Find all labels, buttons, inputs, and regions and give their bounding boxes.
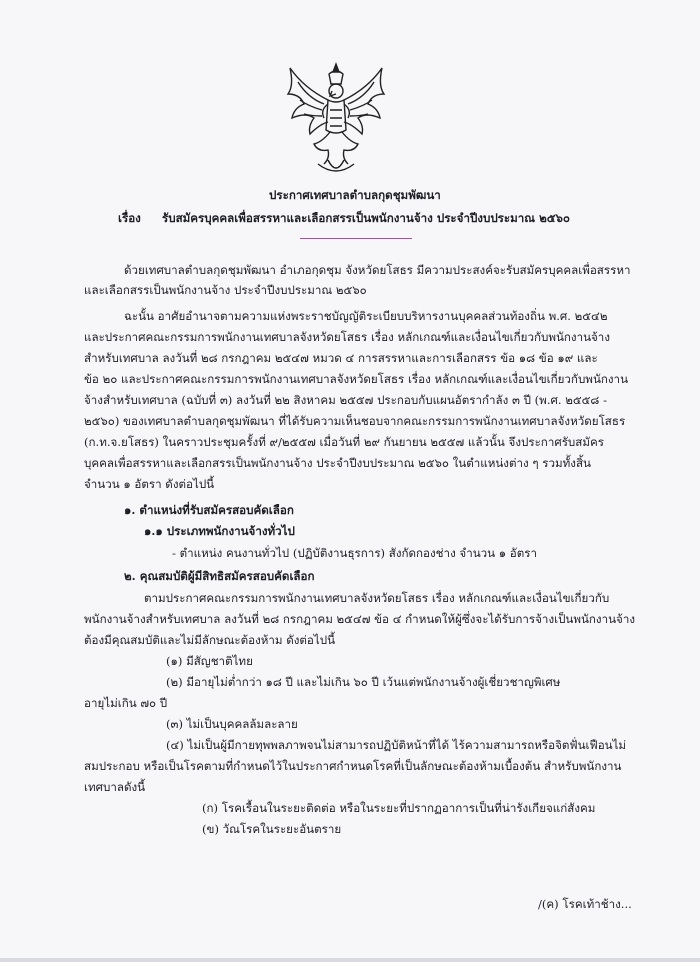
position-item: - ตำแหน่ง คนงานทั่วไป (ปฏิบัติงานธุรการ) สังกัดกองช่าง จำนวน ๑ อัตรา: [172, 546, 538, 560]
body-line-1: ฉะนั้น อาศัยอำนาจตามความแห่งพระราชบัญญัติระเบียบบริหารงานบุคคลส่วนท้องถิ่น พ.ศ. ๒๕๔๒: [124, 309, 608, 323]
body-line-3: สำหรับเทศบาล ลงวันที่ ๒๘ กรกฎาคม ๒๕๔๗ หมวด ๔ การสรรหาและการเลือกสรร ข้อ ๑๘ ข้อ ๑๙ และ: [84, 351, 598, 365]
continuation-note: /(ค) โรคเท้าช้าง...: [538, 897, 632, 911]
section-2-para-line-1: ตามประกาศคณะกรรมการพนักงานเทศบาลจังหวัดยโสธร เรื่อง หลักเกณฑ์และเงื่อนไขเกี่ยวกับ: [144, 591, 610, 605]
garuda-emblem-icon: [284, 60, 388, 178]
qualification-3: (๓) ไม่เป็นบุคคลล้มละลาย: [166, 717, 298, 731]
issuer-title: ประกาศเทศบาลตำบลกุดชุมพัฒนา: [269, 188, 441, 202]
section-2-heading: ๒. คุณสมบัติผู้มีสิทธิสมัครสอบคัดเลือก: [124, 569, 315, 583]
qualification-1: (๑) มีสัญชาติไทย: [166, 654, 253, 668]
subject-text: รับสมัครบุคคลเพื่อสรรหาและเลือกสรรเป็นพนักงานจ้าง ประจำปีงบประมาณ ๒๕๖๐: [162, 211, 570, 225]
body-line-4: ข้อ ๒๐ และประกาศคณะกรรมการพนักงานเทศบาลจังหวัดยโสธร เรื่อง หลักเกณฑ์และเงื่อนไขเกี่ยวกับพนักงาน: [84, 372, 628, 386]
qualification-2: (๒) มีอายุไม่ต่ำกว่า ๑๘ ปี และไม่เกิน ๖๐ ปี เว้นแต่พนักงานจ้างผู้เชี่ยวชาญพิเศษ: [166, 675, 561, 689]
disease-item-a: (ก) โรคเรื้อนในระยะติดต่อ หรือในระยะที่ปรากฏอาการเป็นที่น่ารังเกียจแก่สังคม: [202, 801, 596, 815]
disease-item-b: (ข) วัณโรคในระยะอันตราย: [202, 822, 342, 836]
qualification-2-cont: อายุไม่เกิน ๗๐ ปี: [84, 696, 168, 710]
body-line-5: จ้างสำหรับเทศบาล (ฉบับที่ ๓) ลงวันที่ ๒๒ สิงหาคม ๒๕๕๗ ประกอบกับแผนอัตรากำลัง ๓ ปี (พ.ศ. ๒๕๕๘ -: [84, 393, 607, 407]
body-line-8: บุคคลเพื่อสรรหาและเลือกสรรเป็นพนักงานจ้าง ประจำปีงบประมาณ ๒๕๖๐ ในตำแหน่งต่าง ๆ รวมทั้งสิ้น: [84, 456, 591, 470]
section-2-para-line-3: ต้องมีคุณสมบัติและไม่มีลักษณะต้องห้าม ดังต่อไปนี้: [84, 633, 336, 647]
qualification-4-cont-1: สมประกอบ หรือเป็นโรคตามที่กำหนดไว้ในประกาศกำหนดโรคที่เป็นลักษณะต้องห้ามเบื้องต้น สำหรับพนักงาน: [84, 759, 622, 773]
qualification-4: (๔) ไม่เป็นผู้มีกายทุพพลภาพจนไม่สามารถปฏิบัติหน้าที่ได้ ไร้ความสามารถหรือจิตฟั่นเฟือนไม่: [166, 738, 627, 752]
section-1-heading: ๑. ตำแหน่งที่รับสมัครสอบคัดเลือก: [124, 503, 294, 517]
section-2-para-line-2: พนักงานจ้างสำหรับเทศบาล ลงวันที่ ๒๘ กรกฎาคม ๒๕๔๗ ข้อ ๔ กำหนดให้ผู้ซึ่งจะได้รับการจ้างเป็นพนักงานจ้าง: [84, 612, 635, 626]
qualification-4-cont-2: เทศบาลดังนี้: [84, 780, 146, 794]
subject-label: เรื่อง: [118, 211, 141, 225]
intro-line-2: และเลือกสรรเป็นพนักงานจ้าง ประจำปีงบประมาณ ๒๕๖๐: [84, 283, 367, 297]
body-line-9: จำนวน ๑ อัตรา ดังต่อไปนี้: [84, 477, 215, 491]
section-1-1-heading: ๑.๑ ประเภทพนักงานจ้างทั่วไป: [144, 524, 295, 538]
body-line-2: และประกาศคณะกรรมการพนักงานเทศบาลจังหวัดยโสธร เรื่อง หลักเกณฑ์และเงื่อนไขเกี่ยวกับพนักงานจ้าง: [84, 330, 610, 344]
body-line-6: ๒๕๖๐) ของเทศบาลตำบลกุดชุมพัฒนา ที่ได้รับความเห็นชอบจากคณะกรรมการพนักงานเทศบาลจังหวัดยโสธร: [84, 414, 626, 428]
body-line-7: (ก.ท.จ.ยโสธร) ในคราวประชุมครั้งที่ ๙/๒๕๕๗ เมื่อวันที่ ๒๙ กันยายน ๒๕๕๗ แล้วนั้น จึงประกาศรับสมัคร: [84, 435, 604, 449]
title-divider: [300, 238, 412, 239]
intro-line-1: ด้วยเทศบาลตำบลกุดชุมพัฒนา อำเภอกุดชุม จังหวัดยโสธร มีความประสงค์จะรับสมัครบุคคลเพื่อสรรหา: [124, 263, 631, 277]
page-bottom-edge: [0, 958, 700, 962]
